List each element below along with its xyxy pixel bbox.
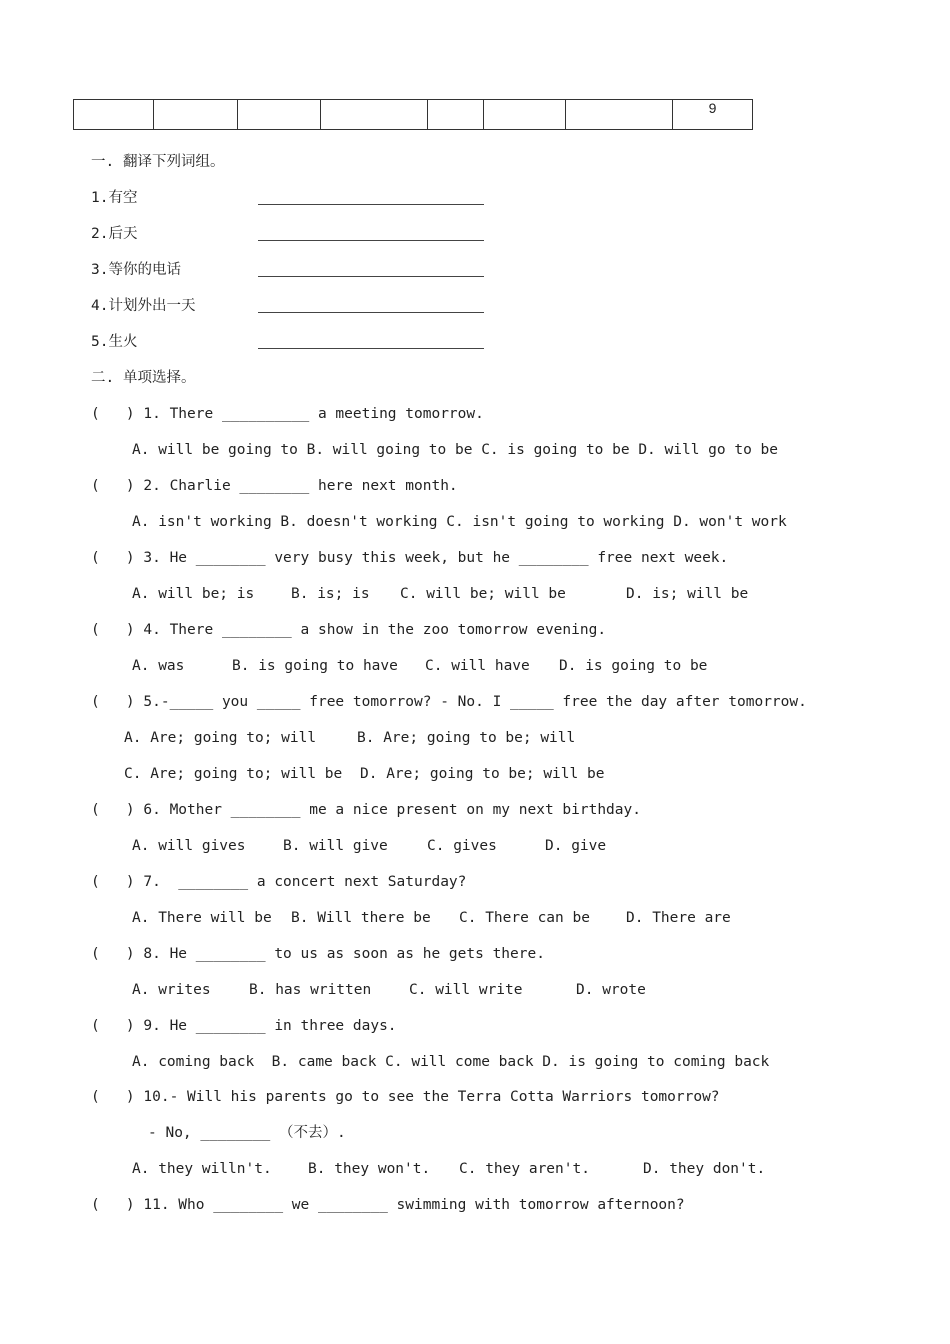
question-5-option-b: B. Are; going to be; will xyxy=(357,730,576,746)
answer-blank-2[interactable] xyxy=(258,240,484,241)
vocab-item-1: 1.有空 xyxy=(91,190,138,206)
question-7-stem: ( ) 7. ________ a concert next Saturday? xyxy=(91,874,467,890)
question-7-option-d: D. There are xyxy=(626,910,731,926)
question-3-option-b: B. is; is xyxy=(291,586,370,602)
header-cell xyxy=(428,100,484,130)
vocab-item-4: 4.计划外出一天 xyxy=(91,298,196,314)
question-9-stem: ( ) 9. He ________ in three days. xyxy=(91,1018,397,1034)
question-7-option-c: C. There can be xyxy=(459,910,590,926)
question-6-stem: ( ) 6. Mother ________ me a nice present on my next birthday. xyxy=(91,802,641,818)
header-cell xyxy=(154,100,238,130)
question-5-stem: ( ) 5.-_____ you _____ free tomorrow? - No. I _____ free the day after tomorrow. xyxy=(91,694,807,710)
question-1-stem: ( ) 1. There __________ a meeting tomorrow. xyxy=(91,406,484,422)
question-4-option-c: C. will have xyxy=(425,658,530,674)
section1-title: 一. 翻译下列词组。 xyxy=(91,154,225,170)
question-4-option-a: A. was xyxy=(132,658,185,674)
question-3-option-c: C. will be; will be xyxy=(400,586,566,602)
answer-blank-5[interactable] xyxy=(258,348,484,349)
question-10-option-c: C. they aren't. xyxy=(459,1161,590,1177)
question-2-options: A. isn't working B. doesn't working C. isn't going to working D. won't work xyxy=(132,514,787,530)
section2-title: 二. 单项选择。 xyxy=(91,370,196,386)
header-cell xyxy=(566,100,673,130)
vocab-item-3: 3.等你的电话 xyxy=(91,262,181,278)
answer-blank-1[interactable] xyxy=(258,204,484,205)
question-7-option-a: A. There will be xyxy=(132,910,272,926)
question-9-options: A. coming back B. came back C. will come back D. is going to coming back xyxy=(132,1054,770,1070)
question-4-option-b: B. is going to have xyxy=(232,658,398,674)
question-1-options: A. will be going to B. will going to be C. is going to be D. will go to be xyxy=(132,442,779,458)
question-3-stem: ( ) 3. He ________ very busy this week, but he ________ free next week. xyxy=(91,550,729,566)
question-11-stem: ( ) 11. Who ________ we ________ swimming with tomorrow afternoon? xyxy=(91,1197,685,1213)
header-cell xyxy=(484,100,566,130)
header-cell-page-number: 9 xyxy=(673,100,753,130)
question-6-option-c: C. gives xyxy=(427,838,497,854)
question-8-option-d: D. wrote xyxy=(576,982,646,998)
question-4-stem: ( ) 4. There ________ a show in the zoo tomorrow evening. xyxy=(91,622,607,638)
question-5-option-d: D. Are; going to be; will be xyxy=(360,766,605,782)
question-5-option-c: C. Are; going to; will be xyxy=(124,766,343,782)
question-10-option-d: D. they don't. xyxy=(643,1161,766,1177)
question-4-option-d: D. is going to be xyxy=(559,658,708,674)
question-10-stem: ( ) 10.- Will his parents go to see the Terra Cotta Warriors tomorrow? xyxy=(91,1089,720,1105)
question-5-option-a: A. Are; going to; will xyxy=(124,730,317,746)
question-6-option-b: B. will give xyxy=(283,838,388,854)
question-6-option-a: A. will gives xyxy=(132,838,246,854)
question-8-option-c: C. will write xyxy=(409,982,523,998)
question-3-option-d: D. is; will be xyxy=(626,586,749,602)
question-7-option-b: B. Will there be xyxy=(291,910,431,926)
answer-blank-3[interactable] xyxy=(258,276,484,277)
question-8-option-b: B. has written xyxy=(249,982,372,998)
header-cell xyxy=(321,100,428,130)
question-3-option-a: A. will be; is xyxy=(132,586,255,602)
answer-blank-4[interactable] xyxy=(258,312,484,313)
vocab-item-5: 5.生火 xyxy=(91,334,138,350)
question-8-option-a: A. writes xyxy=(132,982,211,998)
header-table-row xyxy=(74,100,753,130)
question-10-option-b: B. they won't. xyxy=(308,1161,431,1177)
vocab-item-2: 2.后天 xyxy=(91,226,138,242)
question-6-option-d: D. give xyxy=(545,838,607,854)
header-cell xyxy=(238,100,321,130)
question-2-stem: ( ) 2. Charlie ________ here next month. xyxy=(91,478,458,494)
header-cell xyxy=(74,100,154,130)
question-10-option-a: A. they willn't. xyxy=(132,1161,272,1177)
question-8-stem: ( ) 8. He ________ to us as soon as he gets there. xyxy=(91,946,545,962)
header-table xyxy=(73,99,753,130)
question-10-reply: - No, ________ （不去）. xyxy=(148,1125,346,1141)
